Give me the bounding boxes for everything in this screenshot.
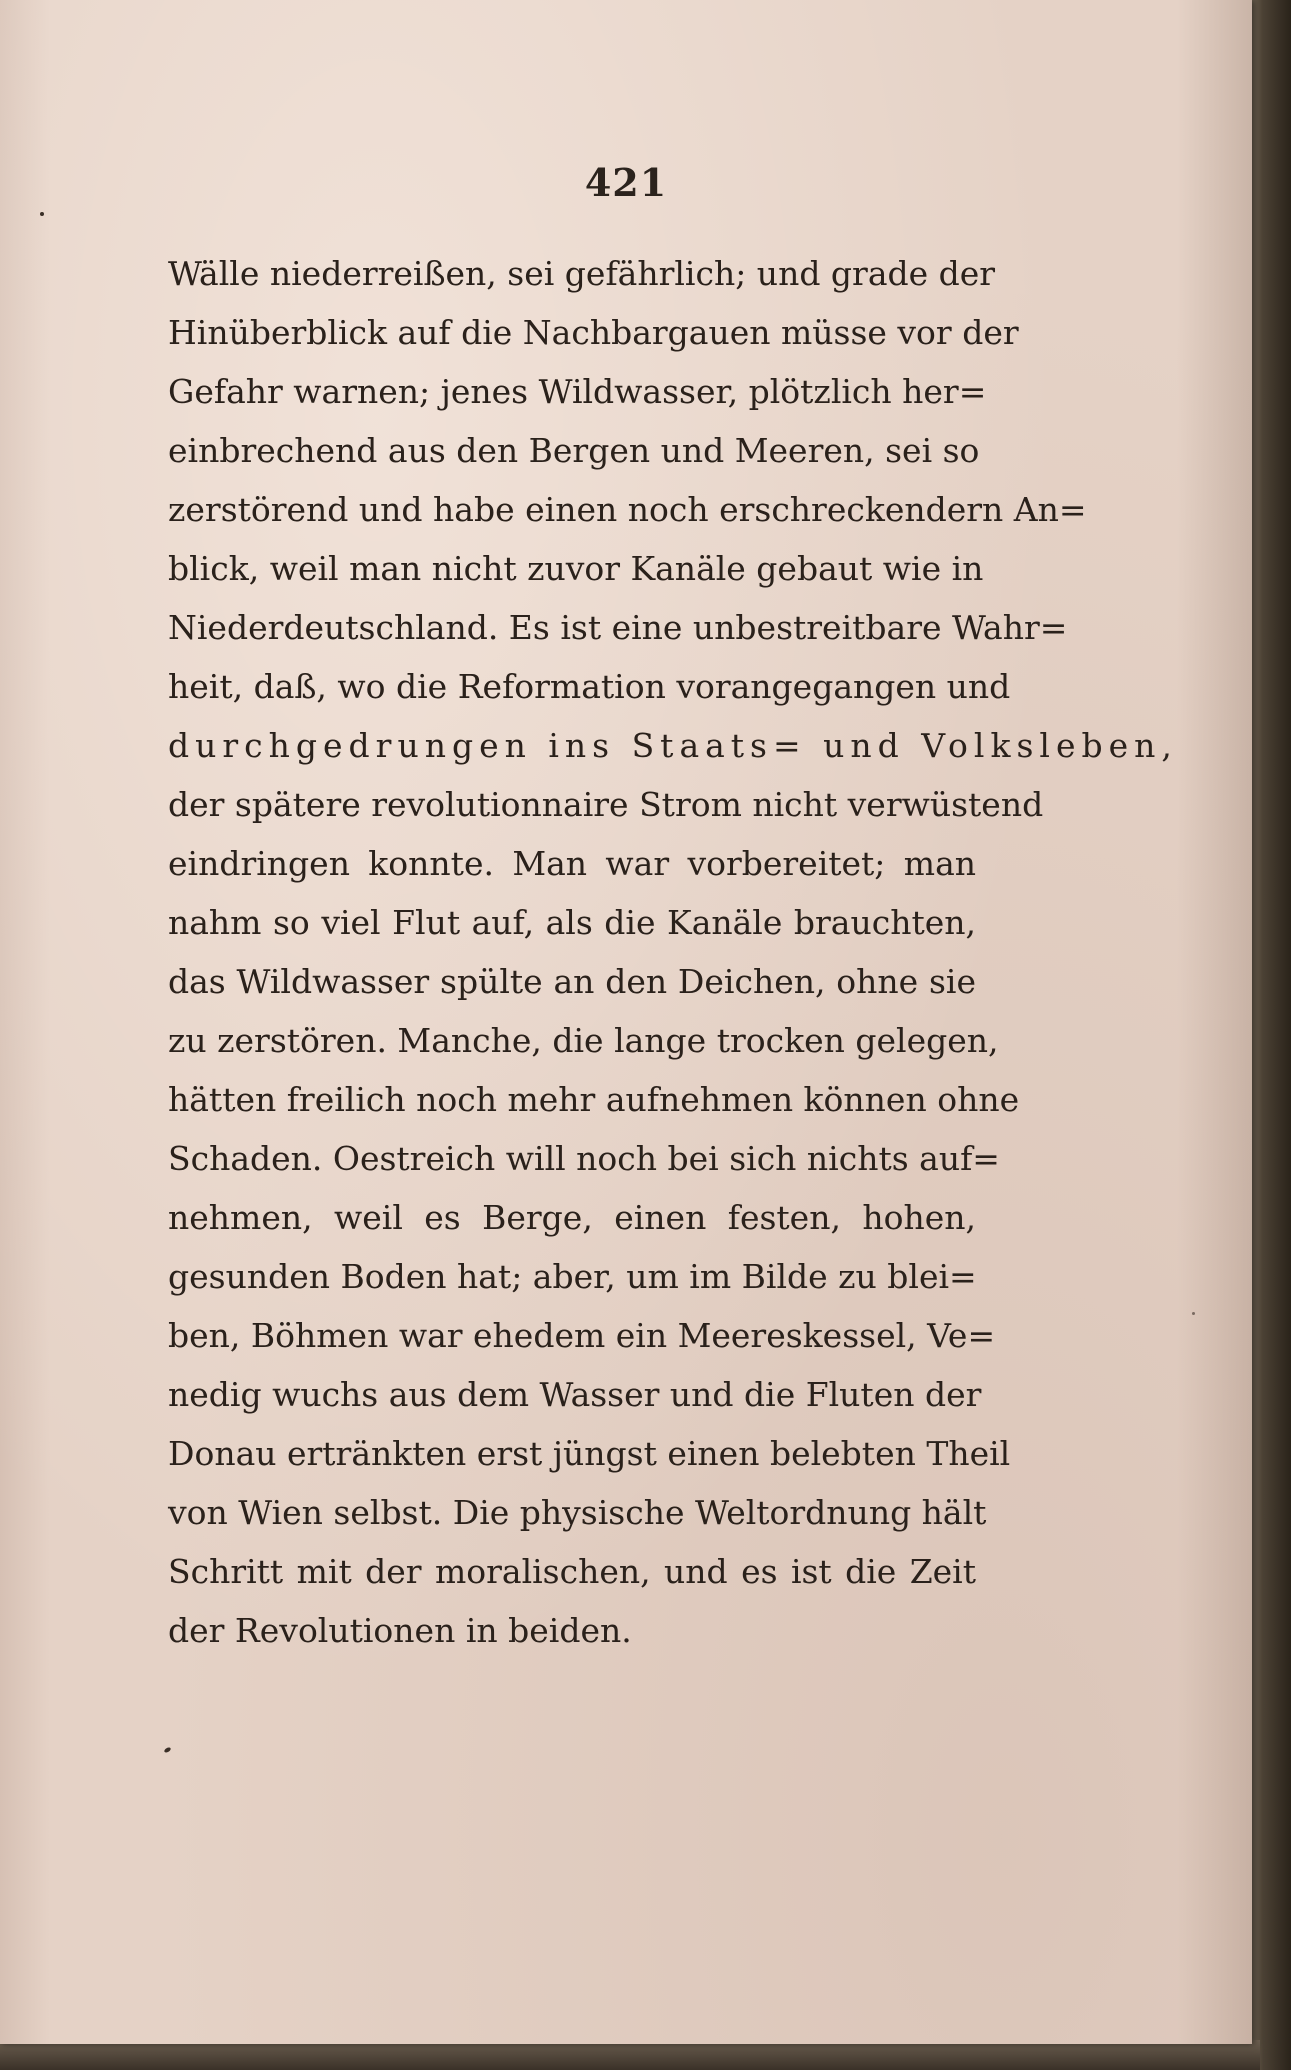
text-line: einbrechend aus den Bergen und Meeren, sei so — [168, 431, 980, 470]
text-line: nedig wuchs aus dem Wasser und die Fluten der — [168, 1375, 982, 1414]
text-line: hätten freilich noch mehr aufnehmen können ohne — [168, 1080, 1020, 1119]
text-line: eindringen konnte. Man war vorbereitet; man — [168, 844, 976, 883]
text-line: gesunden Boden hat; aber, um im Bilde zu blei= — [168, 1257, 977, 1296]
text-line: Niederdeutschland. Es ist eine unbestreitbare Wahr= — [168, 608, 1068, 647]
text-line: heit, daß, wo die Reformation vorangegangen und — [168, 667, 1011, 706]
text-line: ben, Böhmen war ehedem ein Meereskessel, Ve= — [168, 1316, 996, 1355]
text-line: das Wildwasser spülte an den Deichen, ohne sie — [168, 962, 976, 1001]
text-line: nehmen, weil es Berge, einen festen, hohen, — [168, 1198, 976, 1237]
book-edge-right — [1248, 0, 1291, 2070]
text-line: Donau ertränkten erst jüngst einen belebten Theil — [168, 1434, 1011, 1473]
text-line: Hinüberblick auf die Nachbargauen müsse vor der — [168, 313, 1019, 352]
text-line: Gefahr warnen; jenes Wildwasser, plötzlich her= — [168, 372, 987, 411]
text-line: zerstörend und habe einen noch erschreckendern An= — [168, 490, 1087, 529]
page-number: 421 — [584, 160, 668, 205]
body-text — [168, 244, 1178, 1660]
text-line: der spätere revolutionnaire Strom nicht verwüstend — [168, 785, 1044, 824]
text-line: durchgedrungen ins Staats= und Volksleben, — [168, 726, 1178, 765]
book-edge-bottom — [0, 2040, 1260, 2070]
text-line: Wälle niederreißen, sei gefährlich; und grade der — [168, 254, 996, 293]
text-line: zu zerstören. Manche, die lange trocken gelegen, — [168, 1021, 999, 1060]
text-line: Schritt mit der moralischen, und es ist die Zeit — [168, 1552, 976, 1591]
text-line: Schaden. Oestreich will noch bei sich nichts auf= — [168, 1139, 1000, 1178]
text-line: der Revolutionen in beiden. — [168, 1611, 632, 1650]
paper-speck — [40, 212, 44, 216]
text-line: blick, weil man nicht zuvor Kanäle gebaut wie in — [168, 549, 984, 588]
text-line: nahm so viel Flut auf, als die Kanäle brauchten, — [168, 903, 976, 942]
paper-speck — [163, 1747, 171, 1754]
text-line: von Wien selbst. Die physische Weltordnung hält — [168, 1493, 987, 1532]
paper-speck — [1192, 1312, 1195, 1315]
